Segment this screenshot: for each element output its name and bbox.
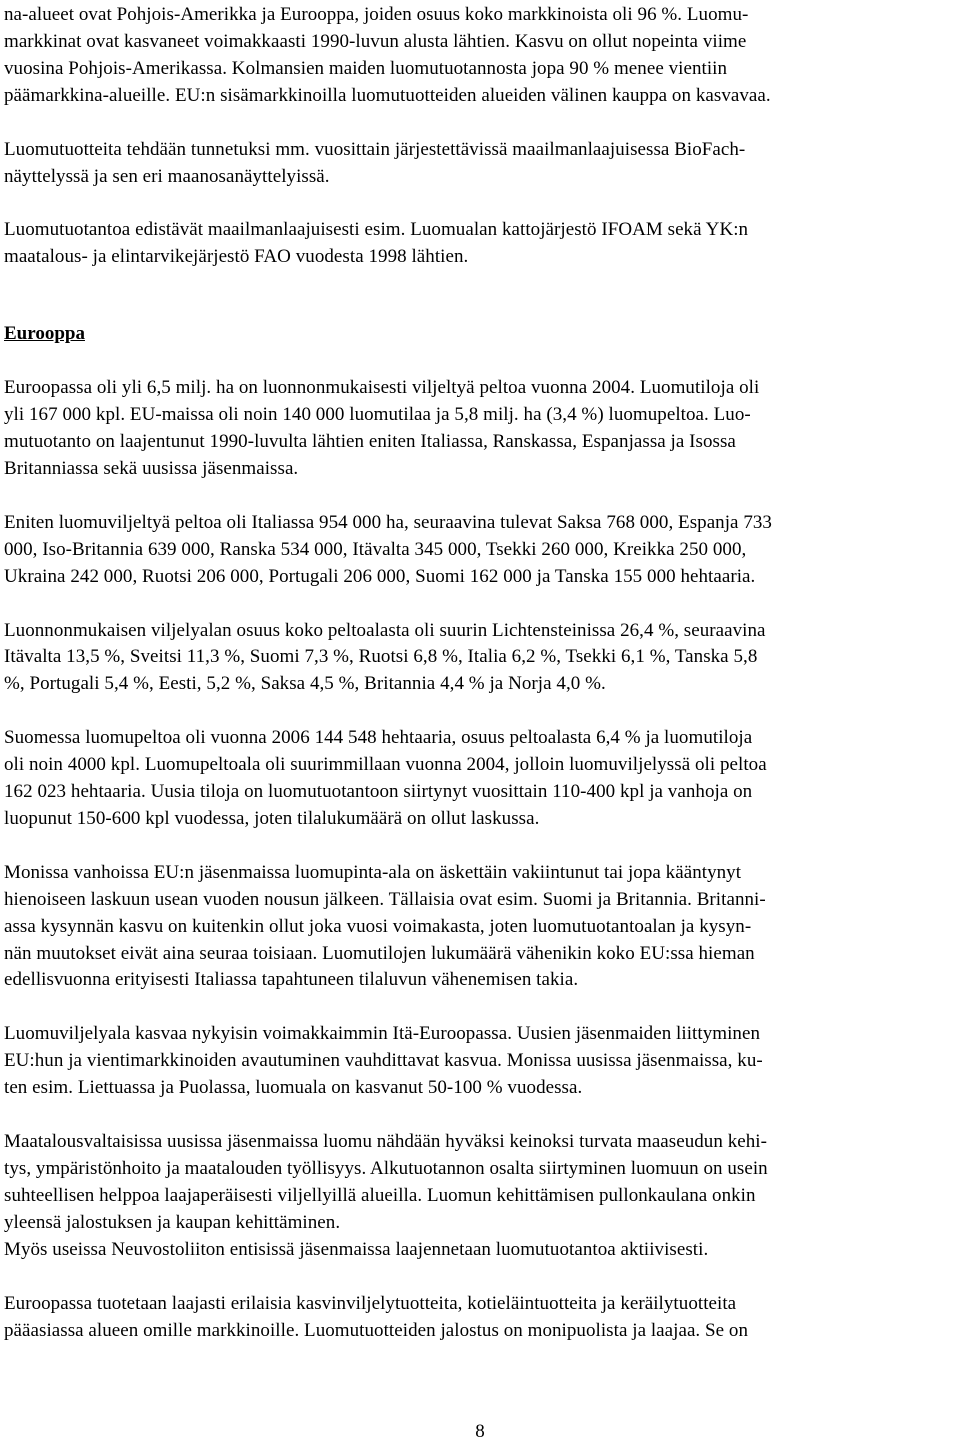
text-line: näyttelyssä ja sen eri maanosanäyttelyissä. <box>4 165 330 187</box>
text-line: %, Portugali 5,4 %, Eesti, 5,2 %, Saksa 4,5 %, Britannia 4,4 % ja Norja 4,0 %. <box>4 673 606 695</box>
paragraph-gap <box>4 994 956 1021</box>
text-line: Itävalta 13,5 %, Sveitsi 11,3 %, Suomi 7,3 %, Ruotsi 6,8 %, Italia 6,2 %, Tsekki 6,1 %, Tanska 5,8 <box>4 646 758 668</box>
document-body <box>4 2 956 1344</box>
paragraph-finland <box>4 725 956 833</box>
text-line: Luomutuotteita tehdään tunnetuksi mm. vuosittain järjestettävissä maailmanlaajuisessa BioFach- <box>4 138 746 160</box>
paragraph-east-europe <box>4 1021 956 1102</box>
text-line: oli noin 4000 kpl. Luomupeltoala oli suurimmillaan vuonna 2004, jolloin luomuviljelyssä oli peltoa <box>4 754 767 776</box>
text-line: maatalous- ja elintarvikejärjestö FAO vuodesta 1998 lähtien. <box>4 246 469 268</box>
text-line: Luonnonmukaisen viljelyalan osuus koko peltoalasta oli suurin Lichtensteinissa 26,4 %, seuraavina <box>4 619 766 641</box>
section-gap <box>4 271 956 321</box>
paragraph-europe-area <box>4 375 956 483</box>
paragraph-gap <box>4 483 956 510</box>
text-line: vuosina Pohjois-Amerikassa. Kolmansien maiden luomutuotannosta jopa 90 % menee vientiin <box>4 57 728 79</box>
text-line: suhteellisen helppoa laajaperäisesti viljellyillä alueilla. Luomun kehittämisen pullonkaulana onkin <box>4 1184 756 1206</box>
text-line: Luomutuotantoa edistävät maailmanlaajuisesti esim. Luomualan kattojärjestö IFOAM sekä YK:n <box>4 219 749 241</box>
paragraph-gap <box>4 348 956 375</box>
page-number: 8 <box>475 1421 485 1442</box>
text-line: luopunut 150-600 kpl vuodessa, joten tilalukumäärä on ollut laskussa. <box>4 807 540 829</box>
paragraph-biofach <box>4 137 956 191</box>
text-line: EU:hun ja vientimarkkinoiden avautuminen vauhdittavat kasvua. Monissa uusissa jäsenmaissa, ku- <box>4 1050 763 1072</box>
text-line: mutuotanto on laajentunut 1990-luvulta lähtien eniten Italiassa, Ranskassa, Espanjassa ja Isossa <box>4 430 736 452</box>
text-line: na-alueet ovat Pohjois-Amerikka ja Eurooppa, joiden osuus koko markkinoista oli 96 %. Luomu- <box>4 4 749 25</box>
text-line: hienoiseen laskuun usean vuoden nousun jälkeen. Tällaisia ovat esim. Suomi ja Britannia. Britanni- <box>4 888 766 910</box>
text-line: nän muutokset eivät aina seuraa toisiaan. Luomutilojen lukumäärä vähenikin koko EU:ssa hieman <box>4 942 755 964</box>
paragraph-gap <box>4 1264 956 1291</box>
paragraph-gap <box>4 110 956 137</box>
text-line: markkinat ovat kasvaneet voimakkaasti 1990-luvun alusta lähtien. Kasvu on ollut nopeinta viime <box>4 30 747 52</box>
paragraph-gap <box>4 591 956 618</box>
paragraph-gap <box>4 190 956 217</box>
paragraph-share <box>4 618 956 699</box>
text-line: tys, ympäristönhoito ja maatalouden työllisyys. Alkutuotannon osalta siirtyminen luomuun on usein <box>4 1158 768 1179</box>
text-line: Britanniassa sekä uusissa jäsenmaissa. <box>4 457 299 479</box>
text-line: assa kysynnän kasvu on kuitenkin ollut joka vuosi voimakasta, joten luomutuotantoalan ja kysyn- <box>4 915 752 937</box>
text-line: Myös useissa Neuvostoliiton entisissä jäsenmaissa laajennetaan luomutuotantoa aktiivisesti. <box>4 1238 709 1260</box>
text-line: pääasiassa alueen omille markkinoille. Luomutuotteiden jalostus on monipuolista ja laajaa. Se on <box>4 1319 749 1341</box>
text-line: 162 023 hehtaaria. Uusia tiloja on luomutuotantoon siirtynyt vuosittain 110-400 kpl ja vanhoja on <box>4 781 753 803</box>
text-line: yleensä jalostuksen ja kaupan kehittäminen. <box>4 1211 341 1233</box>
paragraph-gap <box>4 1102 956 1129</box>
paragraph-intro <box>4 2 956 110</box>
text-line: 000, Iso-Britannia 639 000, Ranska 534 000, Itävalta 345 000, Tsekki 260 000, Kreikka 250 000, <box>4 538 747 560</box>
text-line: Eniten luomuviljeltyä peltoa oli Italiassa 954 000 ha, seuraavina tulevat Saksa 768 000, Espanja 733 <box>4 511 772 533</box>
paragraph-gap <box>4 833 956 860</box>
text-line: Suomessa luomupeltoa oli vuonna 2006 144 548 hehtaaria, osuus peltoalasta 6,4 % ja luomutiloja <box>4 727 753 749</box>
text-line: päämarkkina-alueille. EU:n sisämarkkinoilla luomutuotteiden alueiden välinen kauppa on kasvavaa. <box>4 84 771 106</box>
text-line: Maatalousvaltaisissa uusissa jäsenmaissa luomu nähdään hyväksi keinoksi turvata maaseudun kehi- <box>4 1131 767 1153</box>
text-line: Euroopassa tuotetaan laajasti erilaisia kasvinviljelytuotteita, kotieläintuotteita ja keräilytuotteita <box>4 1292 737 1314</box>
text-line: edellisvuonna erityisesti Italiassa tapahtuneen tilaluvun vähenemisen takia. <box>4 969 579 991</box>
section-heading-europe: Eurooppa <box>4 323 85 345</box>
paragraph-most-area <box>4 510 956 591</box>
paragraph-ifoam <box>4 217 956 271</box>
text-line: Ukraina 242 000, Ruotsi 206 000, Portugali 206 000, Suomi 162 000 ja Tanska 155 000 hehtaaria. <box>4 565 756 587</box>
text-line: Monissa vanhoissa EU:n jäsenmaissa luomupinta-ala on äskettäin vakiintunut tai jopa kääntynyt <box>4 861 742 883</box>
paragraph-gap <box>4 698 956 725</box>
text-line: Euroopassa oli yli 6,5 milj. ha on luonnonmukaisesti viljeltyä peltoa vuonna 2004. Luomutiloja oli <box>4 377 760 399</box>
paragraph-produce <box>4 1291 956 1345</box>
paragraph-old-members <box>4 860 956 995</box>
paragraph-agriculture <box>4 1129 956 1264</box>
text-line: ten esim. Liettuassa ja Puolassa, luomuala on kasvanut 50-100 % vuodessa. <box>4 1077 583 1099</box>
text-line: yli 167 000 kpl. EU-maissa oli noin 140 000 luomutilaa ja 5,8 milj. ha (3,4 %) luomupeltoa. Luo- <box>4 404 751 426</box>
text-line: Luomuviljelyala kasvaa nykyisin voimakkaimmin Itä-Euroopassa. Uusien jäsenmaiden liittyminen <box>4 1023 760 1045</box>
